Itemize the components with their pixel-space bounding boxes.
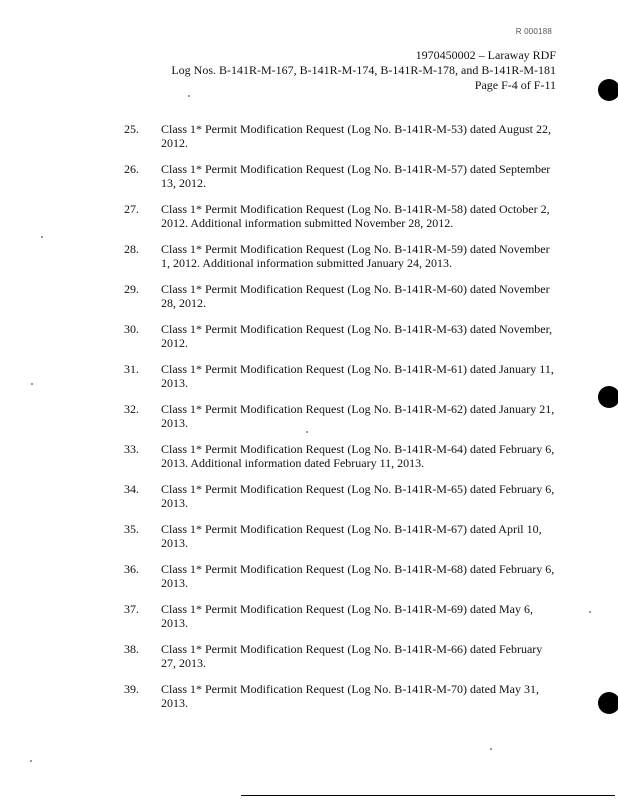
item-number: 33. [124, 442, 139, 456]
list-item [0, 478, 618, 518]
binder-hole-mark [598, 79, 618, 101]
item-text-line: 2013. [161, 696, 188, 710]
item-text-line: Class 1* Permit Modification Request (Log No. B-141R-M-65) dated February 6, [161, 482, 555, 496]
item-number: 28. [124, 242, 139, 256]
item-number: 35. [124, 522, 139, 536]
item-text-line: Class 1* Permit Modification Request (Log No. B-141R-M-57) dated September [161, 162, 551, 176]
item-number: 31. [124, 362, 139, 376]
item-text-line: 2013. [161, 376, 188, 390]
item-text-line: 2013. Additional information dated February 11, 2013. [161, 456, 425, 470]
item-text [161, 122, 561, 150]
item-number: 39. [124, 682, 139, 696]
list-item [0, 238, 618, 278]
item-text-line: 28, 2012. [161, 296, 206, 310]
item-text-line: 13, 2012. [161, 176, 206, 190]
list-item [0, 638, 618, 678]
list-item [0, 358, 618, 398]
item-text [161, 162, 561, 190]
list-item [0, 398, 618, 438]
bates-number: R 000188 [515, 27, 552, 36]
item-text-line: Class 1* Permit Modification Request (Log No. B-141R-M-69) dated May 6, [161, 602, 533, 616]
item-text [161, 202, 561, 230]
item-text-line: 2013. [161, 496, 188, 510]
item-text [161, 642, 561, 670]
header-facility-line: 1970450002 – Laraway RDF [415, 48, 556, 62]
binder-hole-mark [598, 692, 618, 714]
list-item [0, 558, 618, 598]
item-text-line: Class 1* Permit Modification Request (Log No. B-141R-M-60) dated November [161, 282, 550, 296]
item-text-line: Class 1* Permit Modification Request (Log No. B-141R-M-59) dated November [161, 242, 550, 256]
scan-speck [31, 383, 33, 385]
item-text [161, 482, 561, 510]
list-item [0, 678, 618, 718]
item-number: 34. [124, 482, 139, 496]
item-number: 38. [124, 642, 139, 656]
item-text-line: Class 1* Permit Modification Request (Log No. B-141R-M-62) dated January 21, [161, 402, 555, 416]
item-number: 27. [124, 202, 139, 216]
item-text [161, 242, 561, 270]
item-number: 26. [124, 162, 139, 176]
item-text-line: Class 1* Permit Modification Request (Log No. B-141R-M-66) dated February [161, 642, 543, 656]
scan-speck [306, 431, 308, 433]
bottom-rule-line [241, 795, 615, 796]
item-text-line: Class 1* Permit Modification Request (Log No. B-141R-M-67) dated April 10, [161, 522, 542, 536]
item-text [161, 402, 561, 430]
scan-speck [188, 95, 190, 97]
list-item [0, 598, 618, 638]
scan-speck [41, 236, 43, 238]
item-number: 36. [124, 562, 139, 576]
list-item [0, 518, 618, 558]
list-item [0, 278, 618, 318]
item-text [161, 602, 561, 630]
item-text-line: Class 1* Permit Modification Request (Log No. B-141R-M-61) dated January 11, [161, 362, 554, 376]
item-text [161, 322, 561, 350]
item-text-line: Class 1* Permit Modification Request (Log No. B-141R-M-58) dated October 2, [161, 202, 550, 216]
item-text-line: 2013. [161, 576, 188, 590]
item-text-line: Class 1* Permit Modification Request (Log No. B-141R-M-64) dated February 6, [161, 442, 555, 456]
item-text-line: Class 1* Permit Modification Request (Log No. B-141R-M-63) dated November, [161, 322, 553, 336]
item-text-line: 2012. [161, 136, 188, 150]
item-number: 29. [124, 282, 139, 296]
item-text-line: 2013. [161, 416, 188, 430]
item-number: 32. [124, 402, 139, 416]
item-text-line: 2012. Additional information submitted November 28, 2012. [161, 216, 454, 230]
scan-speck [490, 748, 492, 750]
item-text-line: 2012. [161, 336, 188, 350]
page-header [96, 48, 556, 93]
list-item [0, 198, 618, 238]
item-text [161, 682, 561, 710]
item-text-line: 1, 2012. Additional information submitted January 24, 2013. [161, 256, 452, 270]
header-page-number: Page F-4 of F-11 [474, 78, 556, 92]
modification-request-list [0, 118, 618, 718]
list-item [0, 118, 618, 158]
list-item [0, 158, 618, 198]
header-log-numbers-line: Log Nos. B-141R-M-167, B-141R-M-174, B-141R-M-178, and B-141R-M-181 [171, 63, 556, 77]
item-text [161, 442, 561, 470]
binder-hole-mark [598, 386, 618, 408]
item-text [161, 362, 561, 390]
scan-speck [30, 760, 32, 762]
item-number: 30. [124, 322, 139, 336]
item-number: 37. [124, 602, 139, 616]
item-text-line: 27, 2013. [161, 656, 206, 670]
item-text [161, 282, 561, 310]
item-text-line: 2013. [161, 616, 188, 630]
list-item [0, 318, 618, 358]
item-text-line: Class 1* Permit Modification Request (Log No. B-141R-M-53) dated August 22, [161, 122, 551, 136]
item-text [161, 562, 561, 590]
item-text-line: 2013. [161, 536, 188, 550]
item-text-line: Class 1* Permit Modification Request (Log No. B-141R-M-68) dated February 6, [161, 562, 555, 576]
item-text [161, 522, 561, 550]
item-text-line: Class 1* Permit Modification Request (Log No. B-141R-M-70) dated May 31, [161, 682, 539, 696]
scan-speck [589, 611, 591, 613]
list-item [0, 438, 618, 478]
item-number: 25. [124, 122, 139, 136]
